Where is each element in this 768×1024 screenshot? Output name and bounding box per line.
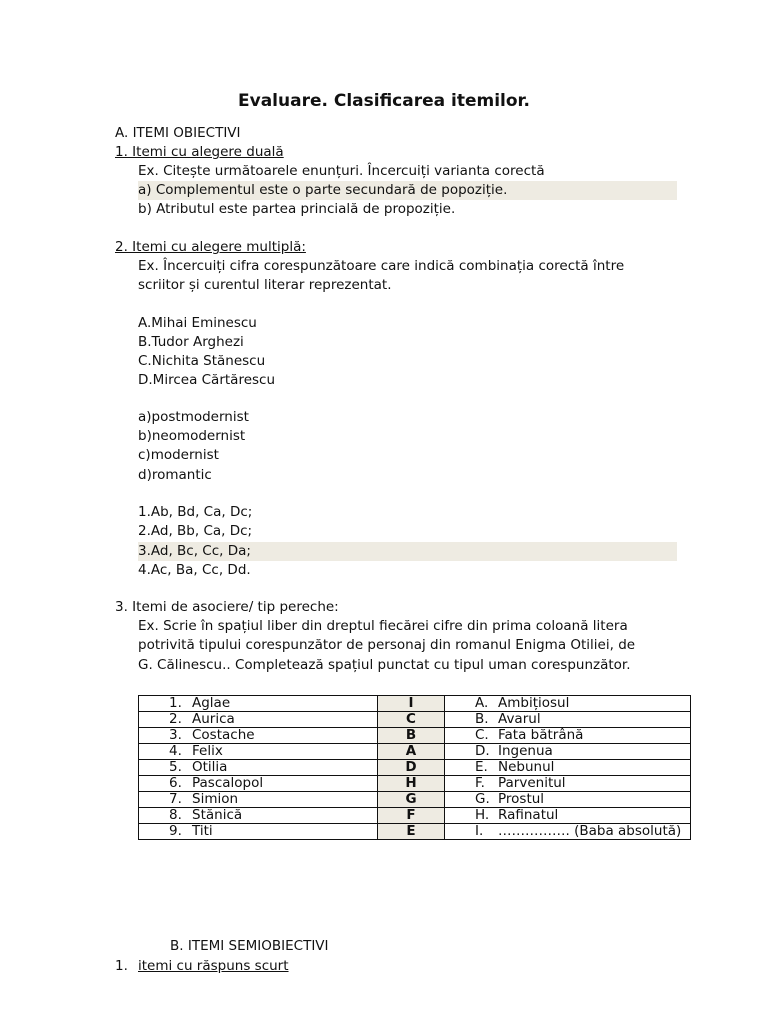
item1-option-b: b) Atributul este partea princială de propoziție. — [138, 201, 456, 217]
section-b-item1 — [115, 957, 289, 976]
answer-cell[interactable]: G — [378, 792, 445, 808]
writer-item: C.Nichita Stănescu — [138, 353, 266, 369]
item3-instruction-2: potrivită tipului corespunzător de personaj din romanul Enigma Otiliei, de — [138, 637, 636, 653]
table-row — [139, 728, 691, 744]
type-letter: H. — [475, 807, 490, 823]
table-row — [139, 776, 691, 792]
answer-cell[interactable]: E — [378, 824, 445, 840]
answer-cell[interactable]: H — [378, 776, 445, 792]
type-cell — [445, 776, 691, 792]
type-letter: F. — [475, 775, 485, 791]
type-cell — [445, 808, 691, 824]
table-row — [139, 712, 691, 728]
type-cell — [445, 760, 691, 776]
character-number: 6. — [169, 775, 182, 791]
character-name: Stănică — [192, 807, 243, 823]
type-cell — [445, 712, 691, 728]
answer-cell[interactable]: I — [378, 696, 445, 712]
character-cell — [139, 824, 378, 840]
type-cell — [445, 728, 691, 744]
character-name: Felix — [192, 743, 223, 759]
answer-cell[interactable]: A — [378, 744, 445, 760]
character-cell — [139, 776, 378, 792]
type-label: Fata bătrână — [498, 727, 584, 743]
item1-option-a: a) Complementul este o parte secundară de popoziție. — [138, 181, 677, 200]
character-number: 7. — [169, 791, 182, 807]
item2-heading: 2. Itemi cu alegere multiplă: — [115, 239, 306, 255]
combination-item: 1.Ab, Bd, Ca, Dc; — [138, 504, 253, 520]
association-table — [138, 695, 691, 840]
table-row — [139, 744, 691, 760]
character-cell — [139, 712, 378, 728]
character-number: 3. — [169, 727, 182, 743]
character-number: 9. — [169, 823, 182, 839]
combination-item: 4.Ac, Ba, Cc, Dd. — [138, 562, 251, 578]
type-letter: E. — [475, 759, 488, 775]
item2-instruction-2: scriitor și curentul literar reprezentat. — [138, 277, 392, 293]
type-label: Parvenitul — [498, 775, 566, 791]
page-title: Evaluare. Clasificarea itemilor. — [238, 91, 530, 111]
type-label: ……………. (Baba absolută) — [498, 823, 682, 839]
table-row — [139, 760, 691, 776]
current-item: a)postmodernist — [138, 409, 249, 425]
type-label: Avarul — [498, 711, 541, 727]
character-name: Aurica — [192, 711, 235, 727]
character-cell — [139, 744, 378, 760]
item3-instruction-3: G. Călinescu.. Completează spațiul punctat cu tipul uman corespunzător. — [138, 657, 631, 673]
type-letter: C. — [475, 727, 489, 743]
type-cell — [445, 744, 691, 760]
item1-heading: 1. Itemi cu alegere duală — [115, 144, 284, 160]
character-number: 4. — [169, 743, 182, 759]
type-cell — [445, 792, 691, 808]
answer-cell[interactable]: B — [378, 728, 445, 744]
character-cell — [139, 792, 378, 808]
answer-cell[interactable]: F — [378, 808, 445, 824]
current-item: d)romantic — [138, 467, 212, 483]
type-label: Nebunul — [498, 759, 555, 775]
table-row — [139, 792, 691, 808]
table-row — [139, 824, 691, 840]
character-name: Otilia — [192, 759, 228, 775]
combination-item-highlighted: 3.Ad, Bc, Cc, Da; — [138, 542, 677, 561]
type-label: Prostul — [498, 791, 545, 807]
character-name: Titi — [192, 823, 213, 839]
character-name: Aglae — [192, 695, 231, 711]
type-cell — [445, 824, 691, 840]
table-row — [139, 808, 691, 824]
character-number: 2. — [169, 711, 182, 727]
table-row — [139, 696, 691, 712]
type-letter: D. — [475, 743, 490, 759]
section-b-heading: B. ITEMI SEMIOBIECTIVI — [170, 938, 329, 954]
answer-cell[interactable]: C — [378, 712, 445, 728]
combination-item: 2.Ad, Bb, Ca, Dc; — [138, 523, 253, 539]
type-letter: G. — [475, 791, 490, 807]
section-b-item1-label: itemi cu răspuns scurt — [138, 958, 289, 974]
character-number: 1. — [169, 695, 182, 711]
writer-item: A.Mihai Eminescu — [138, 315, 257, 331]
type-cell — [445, 696, 691, 712]
current-item: b)neomodernist — [138, 428, 246, 444]
item3-instruction-1: Ex. Scrie în spațiul liber din dreptul fiecărei cifre din prima coloană litera — [138, 618, 628, 634]
character-cell — [139, 808, 378, 824]
character-cell — [139, 728, 378, 744]
type-label: Ambițiosul — [498, 695, 570, 711]
type-letter: A. — [475, 695, 489, 711]
character-name: Simion — [192, 791, 239, 807]
type-label: Rafinatul — [498, 807, 559, 823]
answer-cell[interactable]: D — [378, 760, 445, 776]
type-letter: B. — [475, 711, 489, 727]
writer-item: D.Mircea Cărtărescu — [138, 372, 276, 388]
type-letter: I. — [475, 823, 484, 839]
character-cell — [139, 696, 378, 712]
character-number: 8. — [169, 807, 182, 823]
item3-heading: 3. Itemi de asociere/ tip pereche: — [115, 599, 339, 615]
section-b-item1-number: 1. — [115, 958, 128, 974]
item1-instruction: Ex. Citește următoarele enunțuri. Încercuiți varianta corectă — [138, 163, 545, 179]
type-label: Ingenua — [498, 743, 553, 759]
character-number: 5. — [169, 759, 182, 775]
writer-item: B.Tudor Arghezi — [138, 334, 244, 350]
character-name: Costache — [192, 727, 255, 743]
item2-instruction-1: Ex. Încercuiți cifra corespunzătoare care indică combinația corectă între — [138, 258, 625, 274]
character-name: Pascalopol — [192, 775, 264, 791]
character-cell — [139, 760, 378, 776]
current-item: c)modernist — [138, 447, 219, 463]
section-a-heading: A. ITEMI OBIECTIVI — [115, 125, 241, 141]
